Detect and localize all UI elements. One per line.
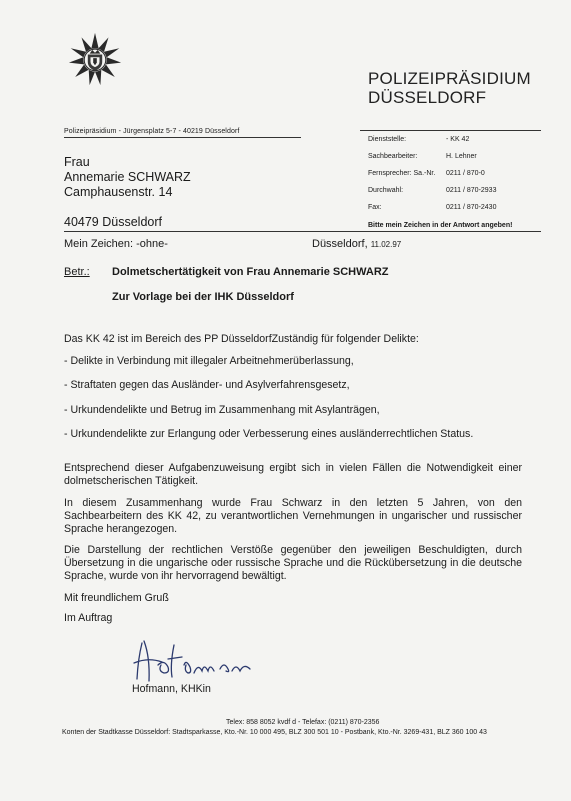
greeting: Mit freundlichem Gruß — [64, 592, 169, 604]
body-item-1: - Delikte in Verbindung mit illegaler Arbeitnehmerüberlassung, — [64, 355, 354, 367]
signatory: Hofmann, KHKin — [132, 683, 211, 695]
detail-value-direct: 0211 / 870-2933 — [446, 187, 497, 194]
detail-label-direct: Durchwahl: — [368, 187, 404, 194]
body-paragraph-2: In diesem Zusammenhang wurde Frau Schwarz in den letzten 5 Jahren, von den Sachbearbeitern des KK 42, zu verantwortlichen Vernehmungen in ungarischer und russischer Sprache herangezogen. — [64, 497, 522, 535]
detail-label-officer: Sachbearbeiter: — [368, 153, 418, 160]
place: Düsseldorf, — [312, 238, 368, 250]
body-item-3: - Urkundendelikte und Betrug im Zusammenhang mit Asylanträgen, — [64, 404, 380, 416]
authority-name — [368, 69, 531, 107]
detail-label-phone: Fernsprecher: Sa.-Nr. — [368, 170, 436, 177]
im-auftrag: Im Auftrag — [64, 612, 113, 624]
date: 11.02.97 — [370, 240, 402, 249]
authority-line-2: DÜSSELDORF — [368, 88, 487, 107]
reference-note: Bitte mein Zeichen in der Antwort angeben! — [368, 222, 513, 229]
authority-line-1: POLIZEIPRÄSIDIUM — [368, 69, 531, 88]
place-date — [312, 238, 401, 250]
police-star-emblem — [68, 32, 122, 86]
subject-line-2: Zur Vorlage bei der IHK Düsseldorf — [112, 291, 294, 303]
recipient-line-4: 40479 Düsseldorf — [64, 215, 162, 229]
detail-value-fax: 0211 / 870-2430 — [446, 204, 497, 211]
my-reference: Mein Zeichen: -ohne- — [64, 238, 168, 250]
footer-telex: Telex: 858 8052 kvdf d - Telefax: (0211) 870-2356 — [226, 719, 380, 726]
body-item-4: - Urkundendelikte zur Erlangung oder Verbesserung eines ausländerrechtlichen Status. — [64, 428, 474, 440]
detail-value-phone: 0211 / 870-0 — [446, 170, 485, 177]
detail-value-officer: H. Lehner — [446, 153, 477, 160]
footer-accounts: Konten der Stadtkasse Düsseldorf: Stadtsparkasse, Kto.-Nr. 10 000 495, BLZ 300 501 10 - Postbank, Kto.-Nr. 3269-431, BLZ 360 100 43 — [62, 729, 487, 736]
subject-label: Betr.: — [64, 266, 90, 278]
body-paragraph-1: Entsprechend dieser Aufgabenzuweisung ergibt sich in vielen Fällen die Notwendigkeit einer dolmetscherischen Tätigkeit. — [64, 462, 522, 487]
body-item-2: - Straftaten gegen das Ausländer- und Asylverfahrensgesetz, — [64, 379, 350, 391]
header-rule-bottom — [64, 231, 541, 232]
detail-value-office: - KK 42 — [446, 136, 470, 143]
recipient-line-2: Annemarie SCHWARZ — [64, 170, 191, 184]
detail-label-office: Dienststelle: — [368, 136, 407, 143]
body-paragraph-3: Die Darstellung der rechtlichen Verstöße gegenüber den jeweiligen Beschuldigten, durch Übersetzung in die ungarische oder russische Sprache und die Rückübersetzung in die deutsche Sprache, wurde von ihr hervorragend bewältigt. — [64, 544, 522, 582]
body-intro: Das KK 42 ist im Bereich des PP DüsseldorfZuständig für folgender Delikte: — [64, 333, 419, 345]
subject-line-1: Dolmetschertätigkeit von Frau Annemarie SCHWARZ — [112, 266, 389, 278]
return-address: Polizeipräsidium - Jürgensplatz 5-7 - 40219 Düsseldorf — [64, 128, 240, 135]
recipient-address — [64, 155, 191, 230]
recipient-line-1: Frau — [64, 155, 90, 169]
recipient-line-3: Camphausenstr. 14 — [64, 185, 173, 199]
return-address-rule — [64, 137, 301, 138]
header-rule-top — [360, 130, 541, 131]
handwritten-signature — [128, 635, 268, 685]
detail-label-fax: Fax: — [368, 204, 382, 211]
